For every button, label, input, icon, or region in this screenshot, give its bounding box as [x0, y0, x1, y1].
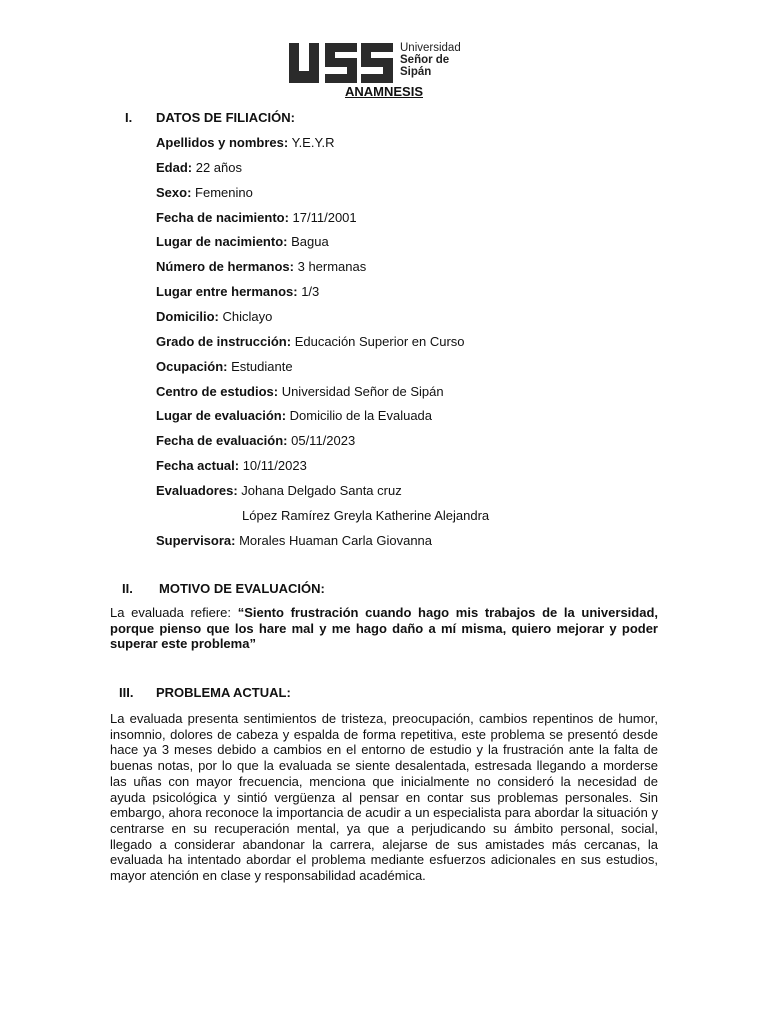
- motivo-quote: “Siento frustración cuando hago mis trabajos de la universidad, porque pienso que los hare mal y me hago daño a mí misma, quiero mejorar y poder superar este problema”: [110, 605, 659, 652]
- field-label: Lugar entre hermanos:: [156, 284, 298, 300]
- filiacion-field: [156, 533, 432, 548]
- field-label: Centro de estudios:: [156, 383, 279, 399]
- filiacion-field: [242, 508, 489, 523]
- filiacion-field: [156, 284, 319, 299]
- field-value: 1/3: [297, 284, 320, 300]
- field-label: Fecha de evaluación:: [156, 433, 288, 449]
- field-value: Femenino: [191, 184, 253, 200]
- field-value: Johana Delgado Santa cruz: [237, 482, 402, 498]
- field-value: Bagua: [287, 234, 329, 250]
- filiacion-field: [156, 234, 329, 249]
- filiacion-field: [156, 458, 307, 473]
- section-2-title: MOTIVO DE EVALUACIÓN:: [159, 581, 325, 596]
- field-value: Chiclayo: [218, 308, 273, 324]
- motivo-paragraph: [110, 605, 658, 652]
- field-value: Educación Superior en Curso: [291, 333, 465, 349]
- field-label: Edad:: [156, 159, 193, 175]
- field-label: Lugar de evaluación:: [156, 408, 287, 424]
- field-label: Domicilio:: [156, 308, 219, 324]
- filiacion-field: [156, 359, 293, 374]
- logo-line-2: Señor de Sipán: [400, 54, 450, 78]
- filiacion-field: [156, 160, 242, 175]
- section-2-number: II.: [122, 581, 133, 596]
- filiacion-field: [156, 185, 253, 200]
- filiacion-field: [156, 334, 465, 349]
- field-value: Domicilio de la Evaluada: [286, 408, 433, 424]
- field-value: Y.E.Y.R: [288, 135, 335, 150]
- field-value: 05/11/2023: [287, 433, 356, 449]
- field-value: 22 años: [192, 159, 242, 175]
- motivo-intro: La evaluada refiere:: [110, 605, 238, 620]
- section-3-title: PROBLEMA ACTUAL:: [156, 685, 291, 700]
- field-label: Evaluadores:: [156, 482, 238, 498]
- filiacion-field: [156, 210, 357, 225]
- university-logo: [287, 43, 479, 83]
- section-1-title: DATOS DE FILIACIÓN:: [156, 110, 295, 125]
- filiacion-field: [156, 309, 272, 324]
- field-label: Fecha de nacimiento:: [156, 209, 289, 225]
- field-label: Fecha actual:: [156, 458, 240, 474]
- field-label: Grado de instrucción:: [156, 333, 292, 349]
- filiacion-field: [156, 433, 355, 448]
- logo-wordmark: [400, 42, 479, 78]
- filiacion-field: [156, 259, 366, 274]
- field-label: Supervisora:: [156, 532, 236, 548]
- field-value: 3 hermanas: [293, 259, 367, 275]
- section-3-number: III.: [119, 685, 134, 700]
- field-value: Morales Huaman Carla Giovanna: [235, 532, 433, 548]
- filiacion-field: [156, 384, 444, 399]
- logo-line-1: Universidad: [400, 42, 461, 54]
- field-label: Apellidos y nombres:: [156, 135, 289, 150]
- document-title: ANAMNESIS: [344, 84, 423, 99]
- field-label: Lugar de nacimiento:: [156, 234, 288, 250]
- field-label: Número de hermanos:: [156, 259, 294, 275]
- field-value: Universidad Señor de Sipán: [278, 383, 444, 399]
- field-value: 17/11/2001: [288, 209, 357, 225]
- field-label: Ocupación:: [156, 358, 228, 374]
- problema-paragraph: La evaluada presenta sentimientos de tristeza, preocupación, cambios repentinos de humor, insomnio, dolores de cabeza y espalda de forma repetitiva, este problema se presentó desde hace ya 3 meses debido a cambios en el entorno de estudio y la frustración ante la falta de buenas notas, por lo que la evaluada se siente desalentada, estresada llegando a morderse las uñas con mayor frecuencia, menciona que inicialmente no consideró la necesidad de ayuda psicológica y sintió vergüenza al pensar en contar sus problemas personales. Sin embargo, ahora reconoce la importancia de acudir a un especialista para abordar la situación y centrarse en su recuperación mental, ya que a perjudicando su ámbito personal, social, llegado a considerar abandonar la carrera, alejarse de sus amistades más cercanas, la evaluada ha intentado abordar el problema mediante esfuerzos adicionales en sus estudios, mayor atención en clase y responsabilidad académica.: [110, 711, 658, 884]
- uss-logo-mark: [287, 43, 395, 83]
- field-value: López Ramírez Greyla Katherine Alejandra: [242, 507, 490, 523]
- section-1-number: I.: [125, 110, 133, 125]
- filiacion-field: [156, 135, 334, 150]
- field-value: 10/11/2023: [239, 458, 307, 474]
- field-value: Estudiante: [227, 358, 293, 374]
- filiacion-field: [156, 483, 402, 498]
- field-label: Sexo:: [156, 184, 192, 200]
- filiacion-field: [156, 408, 432, 423]
